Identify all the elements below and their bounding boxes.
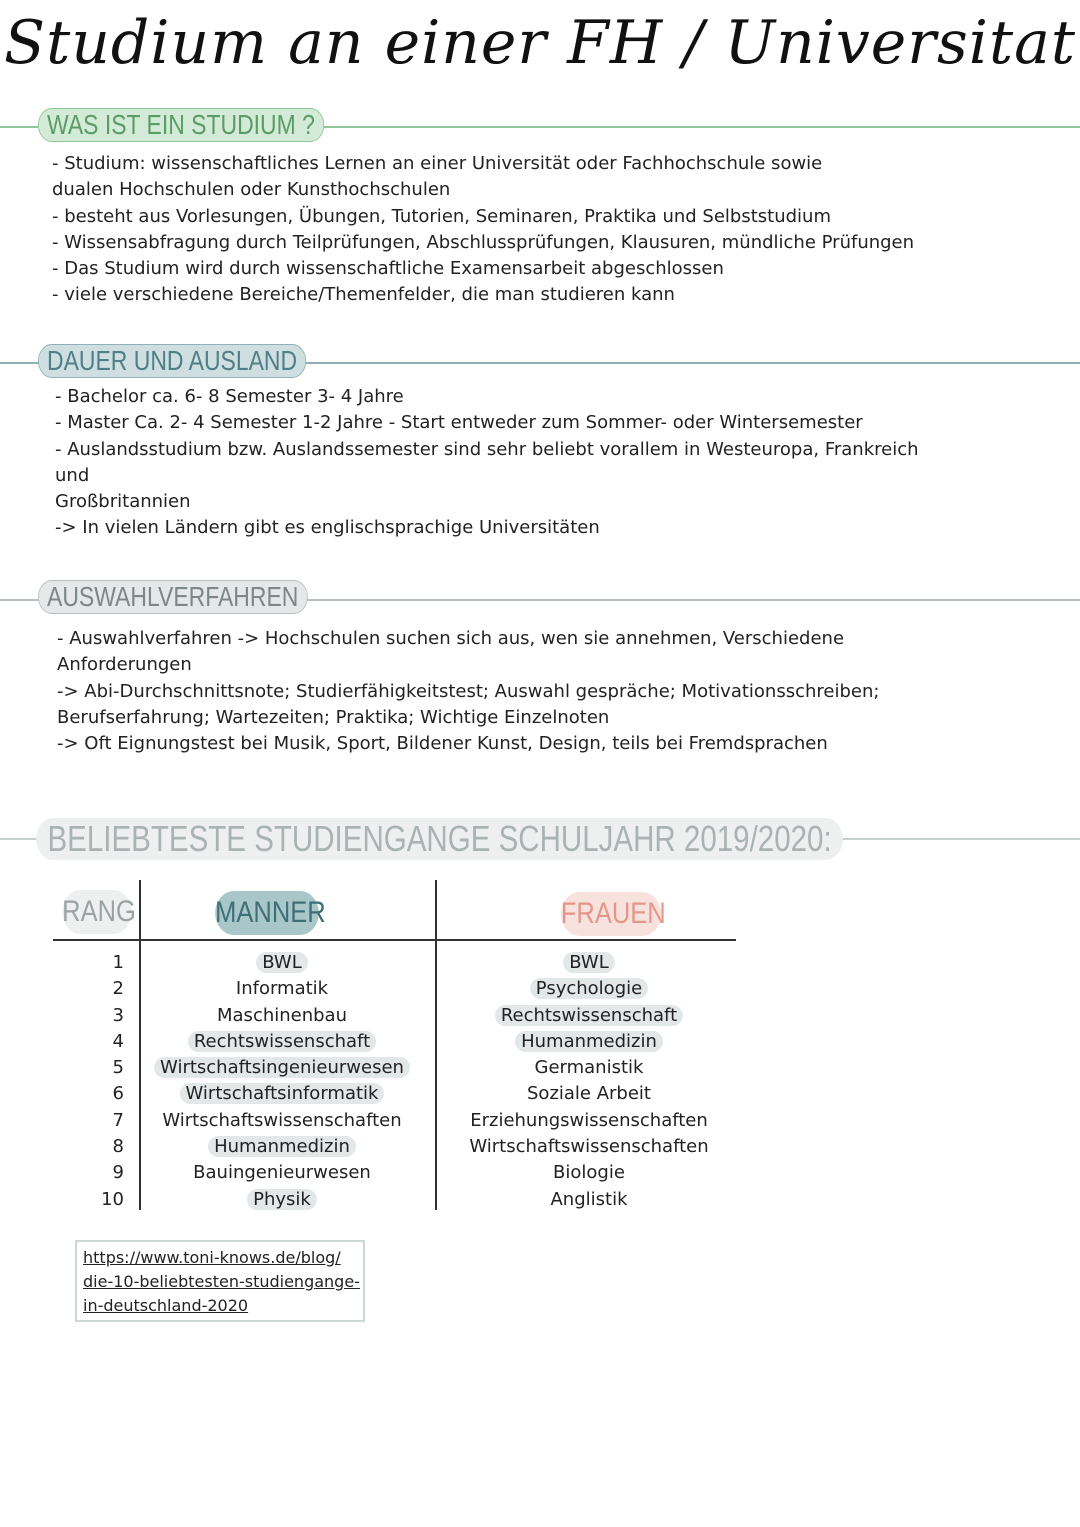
rank-cell: 2	[112, 978, 124, 1000]
text-line: -> Abi-Durchschnittsnote; Studierfähigkeitstest; Auswahl gespräche; Motivationsschreiben;	[57, 680, 880, 702]
men-cell: Wirtschaftsingenieurwesen	[154, 1057, 410, 1078]
text-line: Berufserfahrung; Wartezeiten; Praktika; Wichtige Einzelnoten	[57, 706, 610, 728]
source-link-line[interactable]: https://www.toni-knows.de/blog/	[83, 1248, 341, 1267]
women-cell: Erziehungswissenschaften	[470, 1109, 708, 1131]
men-cell: Humanmedizin	[208, 1136, 356, 1157]
section-heading-dauer: DAUER UND AUSLAND	[38, 344, 306, 378]
section-heading-auswahl: AUSWAHLVERFAHREN	[38, 580, 307, 614]
ranking-heading: BELIEBTESTE STUDIENGANGE SCHULJAHR 2019/2020:	[36, 818, 843, 860]
rank-cell: 6	[112, 1083, 124, 1105]
rank-cell: 3	[112, 1004, 124, 1026]
source-link-line[interactable]: in-deutschland-2020	[83, 1296, 249, 1315]
section-body-auswahl	[57, 626, 879, 757]
table-hline	[53, 939, 736, 941]
text-line: - Auswahlverfahren -> Hochschulen suchen sich aus, wen sie annehmen, Verschiedene	[57, 628, 845, 649]
rank-column	[80, 950, 124, 1213]
text-line: -> In vielen Ländern gibt es englischsprachige Universitäten	[55, 517, 600, 539]
text-line: und	[55, 464, 90, 486]
table-vline-1	[139, 880, 141, 1210]
text-line: - Studium: wissenschaftliches Lernen an einer Universität oder Fachhochschule sowie	[52, 153, 823, 174]
text-line: dualen Hochschulen oder Kunsthochschulen	[52, 179, 451, 201]
women-cell: BWL	[563, 952, 615, 973]
women-cell: Anglistik	[550, 1188, 628, 1210]
rank-cell: 10	[101, 1188, 124, 1210]
men-cell: Informatik	[235, 978, 329, 1000]
women-cell: Germanistik	[534, 1057, 644, 1079]
text-line: - besteht aus Vorlesungen, Übungen, Tutorien, Seminaren, Praktika und Selbststudium	[52, 205, 831, 227]
women-cell: Biologie	[553, 1162, 625, 1184]
source-link-box[interactable]	[75, 1240, 365, 1322]
women-cell: Soziale Arbeit	[527, 1083, 651, 1105]
men-cell: BWL	[256, 952, 308, 973]
text-line: Anforderungen	[57, 654, 192, 676]
men-cell: Physik	[247, 1189, 317, 1210]
section-body-dauer	[55, 384, 919, 542]
rank-cell: 9	[112, 1162, 124, 1184]
col-header-rang: RANG	[62, 890, 132, 934]
women-cell: Wirtschaftswissenschaften	[469, 1136, 709, 1158]
text-line: - viele verschiedene Bereiche/Themenfelder, die man studieren kann	[52, 284, 675, 306]
source-link-line[interactable]: die-10-beliebtesten-studiengange-	[83, 1272, 360, 1291]
col-header-frauen: FRAUEN	[561, 892, 661, 936]
rank-cell: 5	[112, 1057, 124, 1079]
text-line: - Bachelor ca. 6- 8 Semester 3- 4 Jahre	[55, 386, 404, 407]
women-cell: Psychologie	[530, 978, 648, 999]
rank-cell: 4	[112, 1030, 124, 1052]
men-cell: Maschinenbau	[217, 1004, 347, 1026]
men-column	[142, 950, 422, 1213]
section-heading-studium: WAS IST EIN STUDIUM ?	[38, 108, 324, 142]
men-cell: Rechtswissenschaft	[188, 1031, 376, 1052]
text-line: - Master Ca. 2- 4 Semester 1-2 Jahre - Start entweder zum Sommer- oder Wintersemester	[55, 412, 863, 434]
women-column	[440, 950, 738, 1213]
text-line: Großbritannien	[55, 491, 191, 513]
section-body-studium	[52, 151, 914, 309]
text-line: - Das Studium wird durch wissenschaftliche Examensarbeit abgeschlossen	[52, 258, 724, 280]
rank-cell: 1	[112, 952, 124, 973]
women-cell: Humanmedizin	[515, 1031, 663, 1052]
text-line: - Wissensabfragung durch Teilprüfungen, Abschlussprüfungen, Klausuren, mündliche Prüfungen	[52, 231, 915, 253]
men-cell: Bauingenieurwesen	[193, 1162, 371, 1184]
table-vline-2	[435, 880, 437, 1210]
rank-cell: 8	[112, 1136, 124, 1158]
rank-cell: 7	[112, 1109, 124, 1131]
page-title: Studium an einer FH / Universitat	[4, 8, 1076, 78]
men-cell: Wirtschaftswissenschaften	[162, 1109, 402, 1131]
text-line: -> Oft Eignungstest bei Musik, Sport, Bildener Kunst, Design, teils bei Fremdsprachen	[57, 733, 828, 755]
men-cell: Wirtschaftsinformatik	[180, 1083, 385, 1104]
text-line: - Auslandsstudium bzw. Auslandssemester sind sehr beliebt vorallem in Westeuropa, Frankreich	[55, 438, 919, 460]
women-cell: Rechtswissenschaft	[495, 1005, 683, 1026]
col-header-manner: MANNER	[215, 891, 319, 935]
